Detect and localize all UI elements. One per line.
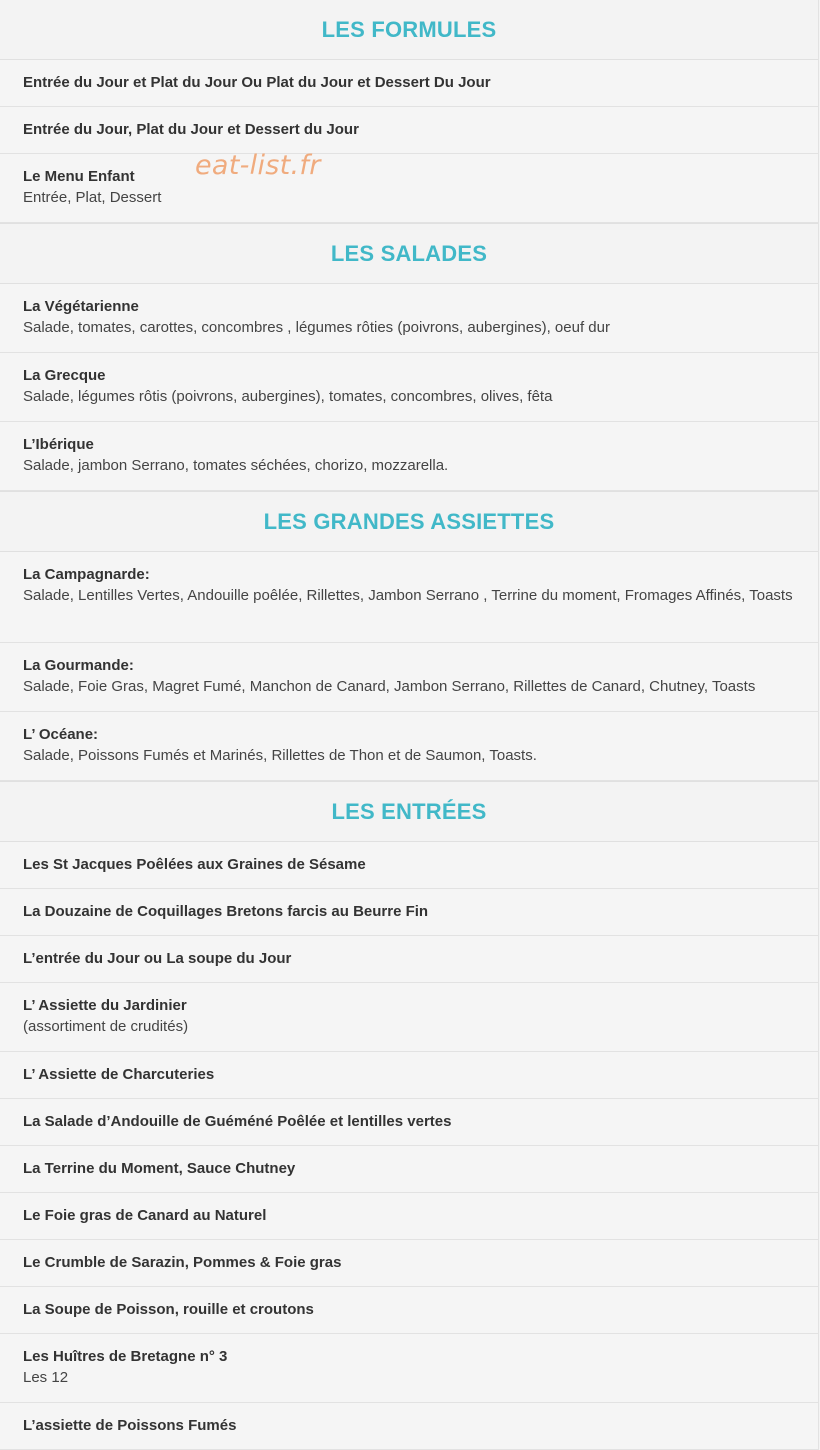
item-name: La Soupe de Poisson, rouille et croutons — [23, 1301, 314, 1318]
section-header-formules — [0, 0, 818, 60]
item-name: La Campagnarde: — [23, 566, 150, 583]
menu-item — [0, 60, 818, 107]
menu-item — [0, 552, 818, 643]
menu-item — [0, 1287, 818, 1334]
item-name: L’assiette de Poissons Fumés — [23, 1417, 237, 1434]
menu-item — [0, 1099, 818, 1146]
menu-item — [0, 1403, 818, 1450]
menu-item — [0, 936, 818, 983]
section-title: LES SALADES — [330, 240, 488, 266]
item-name: Entrée du Jour et Plat du Jour Ou Plat du Jour et Dessert Du Jour — [23, 74, 491, 91]
menu-item — [0, 154, 818, 223]
menu-item — [0, 107, 818, 154]
item-description: Salade, tomates, carottes, concombres , légumes rôties (poivrons, aubergines), oeuf dur — [23, 319, 610, 336]
menu-item — [0, 983, 818, 1052]
section-title: LES ENTRÉES — [331, 798, 487, 824]
item-description: Entrée, Plat, Dessert — [23, 189, 162, 206]
item-description: Les 12 — [23, 1369, 69, 1386]
item-description: (assortiment de crudités) — [23, 1018, 189, 1035]
item-description: Salade, Lentilles Vertes, Andouille poêlée, Rillettes, Jambon Serrano , Terrine du moment, Fromages Affinés, Toasts — [23, 587, 793, 604]
item-name: Les St Jacques Poêlées aux Graines de Sésame — [23, 856, 366, 873]
item-name: Le Menu Enfant — [23, 168, 135, 185]
menu-item — [0, 712, 818, 781]
menu-item — [0, 1146, 818, 1193]
menu-item — [0, 1334, 818, 1403]
item-description: Salade, légumes rôtis (poivrons, aubergines), tomates, concombres, olives, fêta — [23, 388, 553, 405]
item-name: Les Huîtres de Bretagne n° 3 — [23, 1348, 228, 1365]
item-name: L’ Assiette du Jardinier — [23, 997, 187, 1014]
menu-item — [0, 353, 818, 422]
menu-item — [0, 1240, 818, 1287]
item-name: La Végétarienne — [23, 298, 139, 315]
item-name: L’Ibérique — [23, 436, 94, 453]
item-name: L’ Océane: — [23, 726, 99, 743]
item-name: Entrée du Jour, Plat du Jour et Dessert du Jour — [23, 121, 359, 138]
item-name: L’entrée du Jour ou La soupe du Jour — [23, 950, 292, 967]
item-name: Le Foie gras de Canard au Naturel — [23, 1207, 267, 1224]
menu-item — [0, 422, 818, 491]
watermark-logo: eat-list.fr — [195, 150, 321, 181]
item-name: La Salade d’Andouille de Guéméné Poêlée et lentilles vertes — [23, 1113, 452, 1130]
menu-item — [0, 1193, 818, 1240]
menu-item — [0, 643, 818, 712]
item-name: L’ Assiette de Charcuteries — [23, 1066, 215, 1083]
item-name: La Gourmande: — [23, 657, 134, 674]
menu-item — [0, 889, 818, 936]
section-header-salades — [0, 223, 818, 284]
menu-item — [0, 1052, 818, 1099]
item-name: La Grecque — [23, 367, 106, 384]
section-title: LES FORMULES — [321, 16, 497, 42]
item-description: Salade, jambon Serrano, tomates séchées, chorizo, mozzarella. — [23, 457, 449, 474]
section-title: LES GRANDES ASSIETTES — [263, 508, 555, 534]
item-name: Le Crumble de Sarazin, Pommes & Foie gras — [23, 1254, 342, 1271]
section-header-entrees — [0, 781, 818, 842]
menu-item — [0, 842, 818, 889]
menu-item — [0, 284, 818, 353]
item-name: La Terrine du Moment, Sauce Chutney — [23, 1160, 296, 1177]
item-description: Salade, Poissons Fumés et Marinés, Rillettes de Thon et de Saumon, Toasts. — [23, 747, 537, 764]
item-description: Salade, Foie Gras, Magret Fumé, Manchon de Canard, Jambon Serrano, Rillettes de Canard, Chutney, Toasts — [23, 678, 756, 695]
item-name: La Douzaine de Coquillages Bretons farcis au Beurre Fin — [23, 903, 429, 920]
section-header-grandes-assiettes — [0, 491, 818, 552]
